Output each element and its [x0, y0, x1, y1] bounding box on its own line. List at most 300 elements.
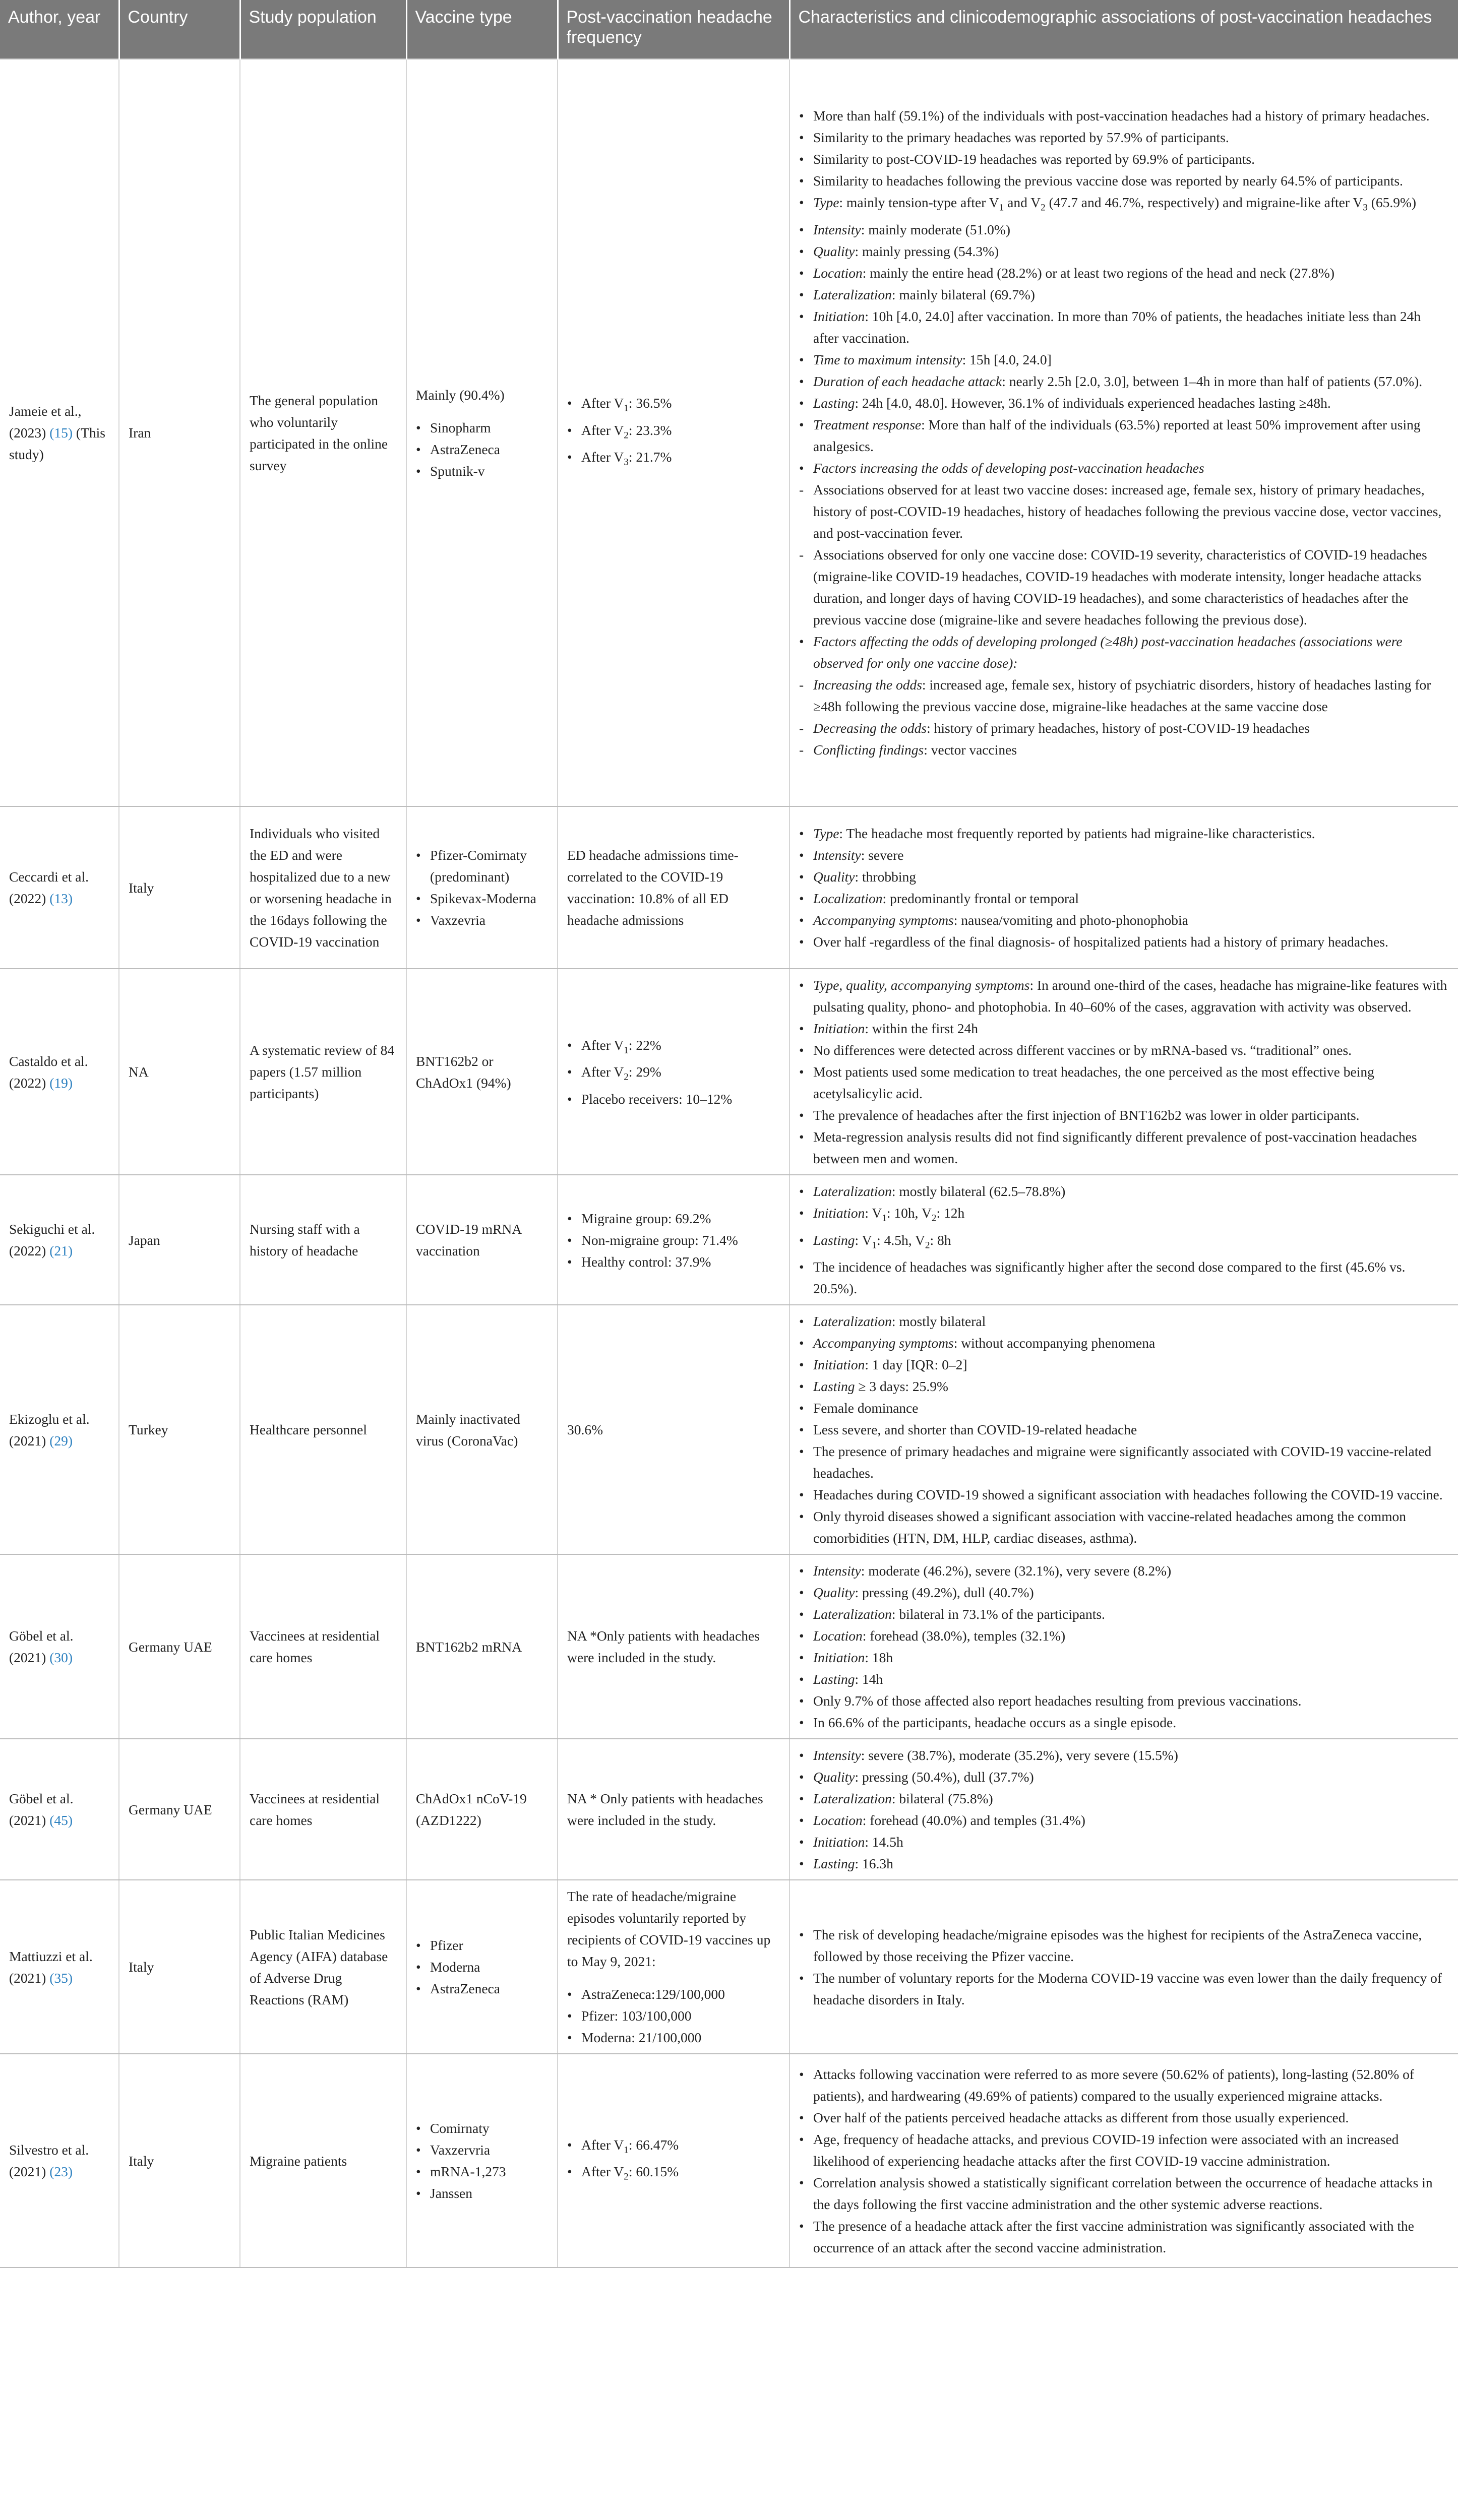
characteristic-item: [799, 1397, 1449, 1419]
characteristics-cell: [789, 1739, 1458, 1880]
characteristic-label: Lateralization: [813, 286, 892, 302]
characteristic-text: : More than half of the individuals (63.5%) reported at least 50% improvement after using analgesics.: [813, 416, 1421, 454]
characteristic-text: : mainly pressing (54.3%): [855, 243, 999, 259]
characteristics-cell: [789, 806, 1458, 969]
author-name: Ekizoglu et al. (2021): [9, 1411, 90, 1448]
characteristic-item: [799, 1668, 1449, 1690]
table-row: [0, 1175, 1458, 1305]
characteristic-text: The presence of a headache attack after the first vaccine administration was significantly associated with the occurrence of an attack after the second vaccine administration.: [813, 2218, 1414, 2255]
characteristic-label: Conflicting findings: [813, 741, 924, 758]
population-cell: [240, 1554, 406, 1739]
characteristic-text: : 24h [4.0, 48.0]. However, 36.1% of individuals experienced headaches lasting ≥48h.: [855, 395, 1331, 411]
frequency-intro: NA *Only patients with headaches were included in the study.: [567, 1628, 760, 1665]
characteristic-label: Type, quality, accompanying symptoms: [813, 977, 1030, 993]
characteristic-item: [799, 457, 1449, 479]
reference-link[interactable]: (23): [49, 2164, 73, 2179]
country-text: Iran: [129, 425, 151, 440]
author-name: Göbel et al. (2021): [9, 1791, 74, 1828]
vaccine-intro: Mainly inactivated virus (CoronaVac): [416, 1411, 520, 1448]
table-row: [0, 1305, 1458, 1554]
characteristic-label: Quality: [813, 1769, 855, 1785]
characteristic-label: Intensity: [813, 1563, 861, 1579]
characteristic-label: Location: [813, 265, 863, 281]
country-cell: [119, 2054, 240, 2267]
characteristic-text: : mainly the entire head (28.2%) or at least two regions of the head and neck (27.8%): [862, 265, 1334, 281]
characteristic-text: : $V_1$: 10h, $V_2$: 12h: [865, 1205, 965, 1224]
characteristic-label: Lateralization: [813, 1183, 892, 1199]
characteristic-text: ≥ 3 days: 25.9%: [855, 1378, 948, 1394]
characteristic-text: Correlation analysis showed a statistically significant correlation between the occurrence of headache attacks in the days following the first vaccine administration and the other systemic adverse reactions.: [813, 2174, 1433, 2212]
characteristic-item: [799, 1104, 1449, 1126]
characteristic-text: : moderate (46.2%), severe (32.1%), very severe (8.2%): [861, 1563, 1172, 1579]
characteristic-item: [799, 414, 1449, 457]
characteristics-list: [799, 974, 1449, 1169]
table-header-row: [0, 0, 1458, 59]
frequency-item: • Non-migraine group: 71.4%: [567, 1229, 780, 1251]
characteristic-text: Associations observed for at least two vaccine doses: increased age, female sex, history of primary headaches, history of post-COVID-19 headaches, history of headaches following the previous vaccine dose, vector vaccines, and post-vaccination fever.: [813, 481, 1442, 541]
characteristic-label: Decreasing the odds: [813, 720, 927, 736]
characteristic-item: [799, 866, 1449, 888]
characteristic-item: [799, 888, 1449, 909]
characteristic-item: [799, 1039, 1449, 1061]
characteristics-list: [799, 1560, 1449, 1733]
characteristics-cell: [789, 1305, 1458, 1554]
country-cell: [119, 1554, 240, 1739]
characteristic-text: : mainly moderate (51.0%): [861, 221, 1010, 237]
author-cell: [0, 1880, 119, 2054]
frequency-cell: [558, 1554, 789, 1739]
country-cell: [119, 806, 240, 969]
author-cell: [0, 969, 119, 1175]
country-text: Germany UAE: [129, 1801, 212, 1817]
vaccine-item: • Pfizer: [416, 1934, 548, 1956]
country-text: Italy: [129, 879, 154, 896]
frequency-item: • After $V_3$: 21.7%: [567, 446, 780, 473]
vaccine-item: • Vaxzevria: [416, 909, 548, 931]
characteristic-label: Time to maximum intensity: [813, 351, 962, 367]
characteristic-item: [799, 1419, 1449, 1440]
population-cell: [240, 969, 406, 1175]
population-text: Individuals who visited the ED and were hospitalized due to a new or worsening headache in the 16days following the COVID-19 vaccination: [250, 826, 392, 950]
characteristic-text: : history of primary headaches, history of post-COVID-19 headaches: [927, 720, 1310, 736]
vaccine-item: • Vaxzervria: [416, 2139, 548, 2161]
characteristic-item: [799, 1853, 1449, 1874]
characteristic-item: [799, 1924, 1449, 1967]
author-name: Göbel et al. (2021): [9, 1628, 74, 1665]
characteristic-item: [799, 1505, 1449, 1549]
col-header-author: Author, year: [0, 0, 119, 59]
characteristic-label: Accompanying symptoms: [813, 1335, 954, 1351]
characteristic-item: [799, 305, 1449, 349]
vaccine-item: • Comirnaty: [416, 2117, 548, 2139]
frequency-list: [567, 392, 780, 473]
characteristic-text: : mainly tension-type after $V_1$ and $V_2$ (47.7 and 46.7%, respectively) and migraine-like after $V_3$ (65.9%): [839, 195, 1417, 213]
population-cell: [240, 59, 406, 806]
characteristic-text: : throbbing: [855, 869, 916, 885]
reference-link[interactable]: (13): [49, 891, 73, 906]
characteristic-text: : nausea/vomiting and photo-phonophobia: [953, 912, 1188, 928]
characteristic-text: The prevalence of headaches after the first injection of BNT162b2 was lower in older participants.: [813, 1107, 1360, 1123]
vaccine-type-cell: [406, 1880, 558, 2054]
characteristic-text: Age, frequency of headache attacks, and previous COVID-19 infection were associated with an increased likelihood of experiencing headache attacks after the first COVID-19 vaccine administration.: [813, 2131, 1399, 2169]
characteristic-item: [799, 240, 1449, 262]
characteristic-item: [799, 1440, 1449, 1484]
frequency-item: • After $V_1$: 66.47%: [567, 2134, 780, 2161]
vaccine-item: • Spikevax-Moderna: [416, 888, 548, 909]
characteristic-label: Lasting: [813, 1232, 855, 1248]
characteristic-item: [799, 1690, 1449, 1712]
vaccine-intro: BNT162b2 mRNA: [416, 1639, 522, 1655]
characteristic-item: [799, 631, 1449, 674]
characteristic-text: : vector vaccines: [924, 741, 1017, 758]
characteristic-item: [799, 1126, 1449, 1169]
characteristic-item: [799, 349, 1449, 370]
characteristics-cell: [789, 969, 1458, 1175]
vaccine-type-cell: [406, 1175, 558, 1305]
characteristic-text: : within the first 24h: [865, 1021, 978, 1036]
population-cell: [240, 1739, 406, 1880]
characteristic-item: [799, 1354, 1449, 1375]
characteristic-item: [799, 148, 1449, 170]
vaccine-type-cell: [406, 1305, 558, 1554]
reference-link[interactable]: (45): [49, 1812, 73, 1828]
country-cell: [119, 1175, 240, 1305]
vaccine-type-cell: [406, 59, 558, 806]
vaccine-item: • AstraZeneca: [416, 1978, 548, 1999]
characteristic-label: Quality: [813, 1585, 855, 1600]
author-cell: [0, 806, 119, 969]
characteristic-text: : severe (38.7%), moderate (35.2%), very severe (15.5%): [861, 1747, 1178, 1763]
table-row: [0, 1880, 1458, 2054]
country-cell: [119, 969, 240, 1175]
frequency-item: • Migraine group: 69.2%: [567, 1208, 780, 1229]
characteristic-item: [799, 1766, 1449, 1788]
characteristic-text: In 66.6% of the participants, headache occurs as a single episode.: [813, 1715, 1177, 1730]
characteristic-item: [799, 1018, 1449, 1039]
frequency-cell: [558, 1739, 789, 1880]
characteristics-list: [799, 1310, 1449, 1549]
frequency-item: • After $V_1$: 22%: [567, 1034, 780, 1061]
frequency-item: • After $V_1$: 36.5%: [567, 392, 780, 419]
characteristic-text: Similarity to the primary headaches was reported by 57.9% of participants.: [813, 130, 1229, 146]
characteristics-list: [799, 105, 1449, 761]
author-name: Jameie et al., (2023): [9, 403, 82, 440]
characteristic-label: Initiation: [813, 1834, 865, 1850]
characteristic-item: [799, 1744, 1449, 1766]
characteristic-label: Initiation: [813, 1650, 865, 1665]
characteristic-label: Location: [813, 1628, 863, 1644]
characteristic-item: [799, 127, 1449, 148]
vaccine-type-cell: [406, 969, 558, 1175]
characteristic-label: Initiation: [813, 1021, 865, 1036]
characteristic-text: : 18h: [865, 1650, 893, 1665]
characteristic-text: : increased age, female sex, history of psychiatric disorders, history of headaches lasting for ≥48h following the previous vaccine dose, migraine-like headaches at the same vaccine dose: [813, 676, 1431, 714]
characteristic-text: Similarity to post-COVID-19 headaches was reported by 69.9% of participants.: [813, 151, 1255, 167]
characteristic-label: Lasting: [813, 1856, 855, 1871]
characteristic-label: Type: [813, 195, 839, 211]
characteristic-text: Less severe, and shorter than COVID-19-related headache: [813, 1422, 1137, 1437]
characteristic-text: : mostly bilateral: [891, 1313, 986, 1329]
population-text: Healthcare personnel: [250, 1422, 367, 1437]
vaccine-item: • AstraZeneca: [416, 438, 548, 460]
characteristics-cell: [789, 1880, 1458, 2054]
vaccine-item: • Sputnik-v: [416, 460, 548, 482]
characteristics-list: [799, 823, 1449, 953]
characteristics-list: [799, 1924, 1449, 2010]
frequency-item: • Healthy control: 37.9%: [567, 1251, 780, 1273]
characteristic-text: : mostly bilateral (62.5–78.8%): [891, 1183, 1066, 1199]
characteristic-item: [799, 1582, 1449, 1603]
characteristic-text: Over half -regardless of the final diagnosis- of hospitalized patients had a history of primary headaches.: [813, 934, 1388, 950]
characteristic-label: Intensity: [813, 1747, 861, 1763]
author-cell: [0, 1305, 119, 1554]
frequency-cell: [558, 806, 789, 969]
characteristic-text: Meta-regression analysis results did not find significantly different prevalence of post-vaccination headaches between men and women.: [813, 1129, 1417, 1166]
characteristic-text: : pressing (49.2%), dull (40.7%): [855, 1585, 1034, 1600]
characteristic-item: [799, 1603, 1449, 1625]
characteristic-text: Most patients used some medication to treat headaches, the one perceived as the most effective being acetylsalicylic acid.: [813, 1064, 1374, 1101]
vaccine-item: • mRNA-1,273: [416, 2161, 548, 2182]
col-header-population: Study population: [240, 0, 406, 59]
characteristic-text: Female dominance: [813, 1400, 919, 1416]
characteristic-text: : mainly bilateral (69.7%): [891, 286, 1035, 302]
vaccine-type-cell: [406, 2054, 558, 2267]
characteristic-item: [799, 717, 1449, 739]
vaccine-intro: ChAdOx1 nCoV-19 (AZD1222): [416, 1791, 527, 1828]
characteristic-label: Intensity: [813, 847, 861, 863]
characteristics-cell: [789, 1175, 1458, 1305]
characteristic-label: Lasting: [813, 1671, 855, 1687]
author-suffix: (This study): [9, 425, 105, 462]
table-body: [0, 59, 1458, 2267]
frequency-list: [567, 1983, 780, 2048]
frequency-cell: [558, 969, 789, 1175]
characteristic-label: Intensity: [813, 221, 861, 237]
country-text: Italy: [129, 1959, 154, 1975]
country-text: Turkey: [129, 1422, 168, 1437]
population-text: Vaccinees at residential care homes: [250, 1628, 380, 1665]
frequency-list: [567, 1208, 780, 1273]
author-name: Ceccardi et al. (2022): [9, 869, 89, 906]
characteristic-item: [799, 674, 1449, 717]
population-cell: [240, 806, 406, 969]
frequency-cell: [558, 1880, 789, 2054]
characteristic-label: Quality: [813, 869, 855, 885]
characteristic-item: [799, 219, 1449, 240]
vaccine-type-cell: [406, 806, 558, 969]
author-cell: [0, 1175, 119, 1305]
characteristic-item: [799, 1229, 1449, 1256]
reference-link[interactable]: (29): [49, 1432, 73, 1448]
characteristic-item: [799, 192, 1449, 219]
characteristic-text: The incidence of headaches was significantly higher after the second dose compared to the first (45.6% vs. 20.5%).: [813, 1259, 1406, 1296]
characteristics-list: [799, 2063, 1449, 2258]
frequency-item: • AstraZeneca:129/100,000: [567, 1983, 780, 2005]
characteristic-item: [799, 544, 1449, 631]
population-text: A systematic review of 84 papers (1.57 million participants): [250, 1042, 395, 1101]
population-cell: [240, 1175, 406, 1305]
population-text: Nursing staff with a history of headache: [250, 1221, 360, 1258]
vaccine-type-cell: [406, 1739, 558, 1880]
characteristic-text: Over half of the patients perceived headache attacks as different from those usually experienced.: [813, 2109, 1349, 2125]
characteristic-item: [799, 739, 1449, 761]
country-cell: [119, 1739, 240, 1880]
population-cell: [240, 2054, 406, 2267]
frequency-item: • After $V_2$: 60.15%: [567, 2161, 780, 2188]
characteristic-item: [799, 823, 1449, 844]
characteristic-label: Lateralization: [813, 1606, 892, 1622]
characteristic-text: : The headache most frequently reported by patients had migraine-like characteristics.: [839, 826, 1315, 841]
reference-link[interactable]: (21): [49, 1243, 73, 1258]
table-row: [0, 2054, 1458, 2267]
characteristic-label: Initiation: [813, 1205, 865, 1221]
characteristic-label: Increasing the odds: [813, 676, 922, 692]
country-text: Italy: [129, 2153, 154, 2169]
characteristic-item: [799, 479, 1449, 544]
frequency-intro: NA * Only patients with headaches were included in the study.: [567, 1791, 763, 1828]
table-row: [0, 806, 1458, 969]
population-cell: [240, 1305, 406, 1554]
characteristic-label: Localization: [813, 891, 883, 906]
frequency-cell: [558, 2054, 789, 2267]
characteristic-label: Duration of each headache attack: [813, 373, 1002, 389]
reference-link[interactable]: (19): [49, 1075, 73, 1091]
characteristic-label: Lateralization: [813, 1313, 892, 1329]
characteristic-label: Initiation: [813, 308, 865, 324]
col-header-frequency: Post-vaccination headache frequency: [558, 0, 789, 59]
characteristic-item: [799, 2172, 1449, 2215]
characteristic-item: [799, 1484, 1449, 1505]
characteristic-label: Lateralization: [813, 1791, 892, 1806]
characteristic-item: [799, 1712, 1449, 1733]
vaccine-list: [416, 2117, 548, 2204]
characteristic-text: : bilateral (75.8%): [891, 1791, 993, 1806]
characteristic-item: [799, 2107, 1449, 2128]
author-cell: [0, 1554, 119, 1739]
characteristic-item: [799, 1809, 1449, 1831]
characteristics-cell: [789, 1554, 1458, 1739]
characteristic-text: : predominantly frontal or temporal: [882, 891, 1079, 906]
characteristic-text: Only 9.7% of those affected also report headaches resulting from previous vaccinations.: [813, 1693, 1302, 1709]
characteristic-text: Associations observed for only one vaccine dose: COVID-19 severity, characteristics of COVID-19 headaches (migraine-like COVID-19 headaches, COVID-19 headaches with moderate intensity, longer headache attacks duration, and longer days of having COVID-19 headaches), and some characteristics of headaches after the previous vaccine dose (migraine-like and severe headaches following the previous dose).: [813, 546, 1427, 627]
col-header-country: Country: [119, 0, 240, 59]
characteristic-item: [799, 1061, 1449, 1104]
characteristic-item: [799, 170, 1449, 192]
population-text: The general population who voluntarily participated in the online survey: [250, 392, 388, 473]
vaccine-list: [416, 417, 548, 482]
characteristic-text: Headaches during COVID-19 showed a significant association with headaches following the COVID-19 vaccine.: [813, 1487, 1443, 1502]
vaccine-item: • Sinopharm: [416, 417, 548, 438]
characteristic-text: : bilateral in 73.1% of the participants.: [891, 1606, 1105, 1622]
characteristic-item: [799, 1967, 1449, 2010]
country-text: NA: [129, 1064, 149, 1080]
characteristic-label: Factors increasing the odds of developing post-vaccination headaches: [813, 460, 1204, 476]
characteristic-text: : without accompanying phenomena: [953, 1335, 1156, 1351]
characteristic-label: Location: [813, 1812, 863, 1828]
country-cell: [119, 1880, 240, 2054]
characteristic-text: : In around one-third of the cases, headache has migraine-like features with pulsating quality, phono- and photophobia. In 40–60% of the cases, aggravation with activity was observed.: [813, 977, 1447, 1015]
characteristic-item: [799, 1202, 1449, 1229]
characteristic-label: Factors affecting the odds of developing prolonged (≥48h) post-vaccination headaches (associations were observed for only one vaccine dose):: [813, 633, 1403, 671]
characteristic-text: : severe: [861, 847, 904, 863]
vaccine-type-cell: [406, 1554, 558, 1739]
country-cell: [119, 1305, 240, 1554]
table-row: [0, 969, 1458, 1175]
vaccine-item: • Moderna: [416, 1956, 548, 1978]
frequency-item: • After $V_2$: 23.3%: [567, 419, 780, 447]
characteristic-item: [799, 844, 1449, 866]
characteristic-label: Type: [813, 826, 839, 841]
characteristic-text: No differences were detected across different vaccines or by mRNA-based vs. “traditional” ones.: [813, 1042, 1352, 1058]
characteristic-text: The risk of developing headache/migraine episodes was the highest for recipients of the AstraZeneca vaccine, followed by those receiving the Pfizer vaccine.: [813, 1926, 1422, 1964]
characteristic-text: : forehead (40.0%) and temples (31.4%): [862, 1812, 1085, 1828]
characteristic-item: [799, 262, 1449, 284]
frequency-item: • After $V_2$: 29%: [567, 1061, 780, 1088]
characteristics-list: [799, 1744, 1449, 1874]
frequency-cell: [558, 1175, 789, 1305]
country-cell: [119, 59, 240, 806]
characteristics-cell: [789, 59, 1458, 806]
population-cell: [240, 1880, 406, 2054]
author-name: Sekiguchi et al. (2022): [9, 1221, 95, 1258]
frequency-intro: The rate of headache/migraine episodes voluntarily reported by recipients of COVID-19 vaccines up to May 9, 2021:: [567, 1888, 771, 1969]
author-name: Silvestro et al. (2021): [9, 2142, 89, 2179]
frequency-cell: [558, 59, 789, 806]
vaccine-item: • Pfizer-Comirnaty (predominant): [416, 844, 548, 888]
author-cell: [0, 2054, 119, 2267]
characteristic-text: : 14.5h: [865, 1834, 903, 1850]
characteristic-text: : forehead (38.0%), temples (32.1%): [862, 1628, 1066, 1644]
characteristic-item: [799, 2215, 1449, 2258]
author-name: Mattiuzzi et al. (2021): [9, 1948, 93, 1986]
col-header-characteristics: Characteristics and clinicodemographic associations of post-vaccination headaches: [789, 0, 1458, 59]
characteristic-item: [799, 1180, 1449, 1202]
characteristics-list: [799, 1180, 1449, 1299]
frequency-cell: [558, 1305, 789, 1554]
characteristic-label: Initiation: [813, 1357, 865, 1372]
frequency-list: [567, 2134, 780, 2188]
characteristic-text: Attacks following vaccination were referred to as more severe (50.62% of patients), long-lasting (52.80% of patients), and hardwearing (49.69% of patients) compared to the usually experienced migraine attacks.: [813, 2066, 1415, 2104]
col-header-vaccine-type: Vaccine type: [406, 0, 558, 59]
characteristics-cell: [789, 2054, 1458, 2267]
reference-link[interactable]: (35): [49, 1970, 73, 1986]
country-text: Japan: [129, 1232, 160, 1248]
reference-link[interactable]: (15): [49, 425, 73, 440]
characteristic-label: Lasting: [813, 395, 855, 411]
characteristic-label: Quality: [813, 243, 855, 259]
characteristic-text: : 15h [4.0, 24.0]: [962, 351, 1052, 367]
characteristic-text: : 14h: [855, 1671, 883, 1687]
characteristic-item: [799, 1310, 1449, 1332]
characteristic-text: More than half (59.1%) of the individuals with post-vaccination headaches had a history of primary headaches.: [813, 108, 1430, 124]
characteristic-label: Lasting: [813, 1378, 855, 1394]
characteristic-item: [799, 2063, 1449, 2107]
characteristic-item: [799, 1647, 1449, 1668]
characteristic-item: [799, 909, 1449, 931]
table-row: [0, 59, 1458, 806]
reference-link[interactable]: (30): [49, 1650, 73, 1665]
vaccine-list: [416, 844, 548, 931]
frequency-intro: 30.6%: [567, 1422, 603, 1437]
characteristic-text: The number of voluntary reports for the Moderna COVID-19 vaccine was even lower than the daily frequency of headache disorders in Italy.: [813, 1970, 1442, 2007]
author-cell: [0, 1739, 119, 1880]
characteristic-item: [799, 1625, 1449, 1647]
characteristic-item: [799, 284, 1449, 305]
country-text: Germany UAE: [129, 1639, 212, 1655]
vaccine-intro: Mainly (90.4%): [416, 387, 505, 403]
characteristic-label: Accompanying symptoms: [813, 912, 954, 928]
author-name: Castaldo et al. (2022): [9, 1053, 88, 1091]
